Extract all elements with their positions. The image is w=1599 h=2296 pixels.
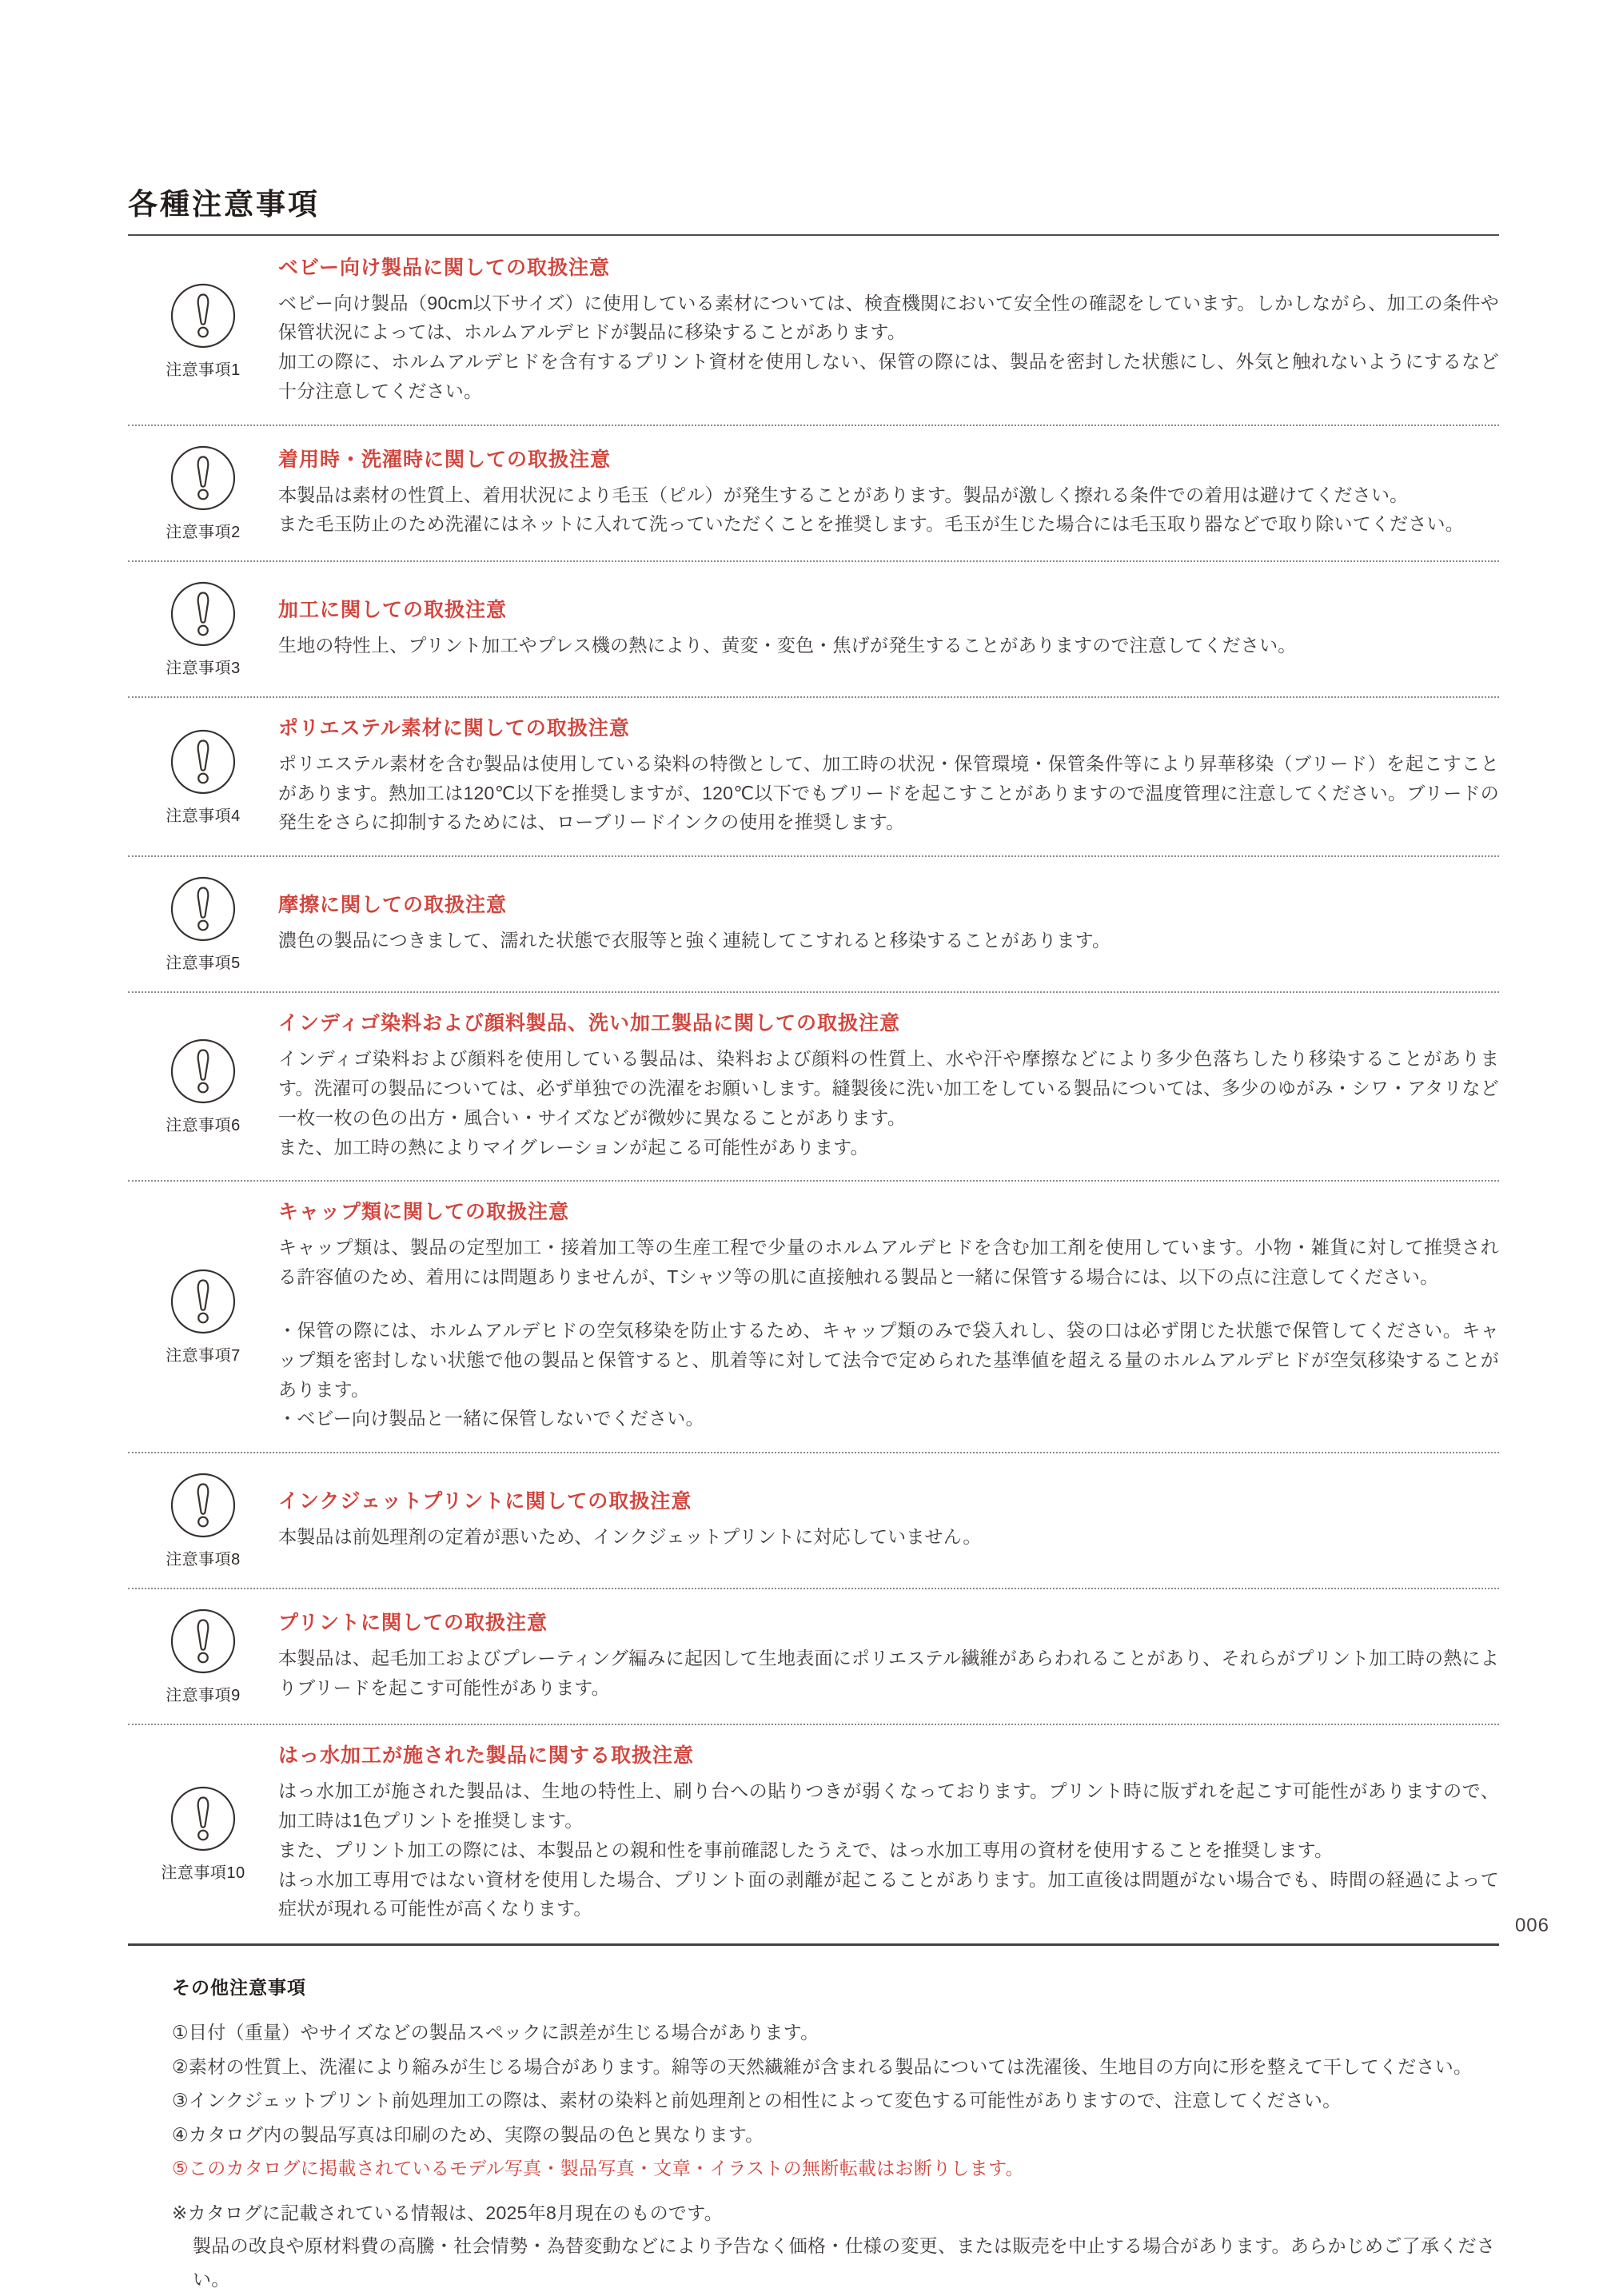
footnote-line: 製品の改良や原材料費の高騰・社会情勢・為替変動などにより予告なく価格・仕様の変更、または販売を中止する場合があります。あらかじめご了承ください。	[193, 2235, 1496, 2290]
notice-content	[278, 716, 1499, 837]
notice-content	[278, 448, 1499, 540]
notice-icon-block	[128, 444, 278, 542]
footnote-line: ※カタログに記載されている情報は、2025年8月現在のものです。	[172, 2202, 723, 2223]
other-note-item: ⑤このカタログに掲載されているモデル写真・製品写真・文章・イラストの無断転載はお断りします。	[172, 2158, 1024, 2179]
warning-exclamation-icon	[169, 282, 237, 349]
other-note-item: ③インクジェットプリント前処理加工の際は、素材の染料と前処理剤との相性によって変色する可能性がありますので、注意してください。	[172, 2090, 1342, 2111]
notice-item	[128, 560, 1499, 696]
notice-heading: 着用時・洗濯時に関しての取扱注意	[278, 448, 612, 471]
notice-item	[128, 425, 1499, 560]
notice-icon-block	[128, 875, 278, 973]
notice-icon-block	[128, 1268, 278, 1365]
notice-item	[128, 1180, 1499, 1452]
notice-heading: 摩擦に関しての取扱注意	[278, 894, 508, 917]
notice-paragraph: また、加工時の熱によりマイグレーションが起こる可能性があります。	[278, 1136, 869, 1158]
notice-number-label: 注意事項6	[165, 1117, 241, 1135]
notice-heading: プリントに関しての取扱注意	[278, 1611, 548, 1634]
notice-content	[278, 256, 1499, 406]
notice-heading: キャップ類に関しての取扱注意	[278, 1201, 570, 1224]
notice-paragraph: また、プリント加工の際には、本製品との親和性を事前確認したうえで、はっ水加工専用の資材を使用することを推奨します。	[278, 1839, 1334, 1860]
notice-paragraph: 本製品は前処理剤の定着が悪いため、インクジェットプリントに対応していません。	[278, 1526, 982, 1548]
notice-body	[278, 926, 1499, 955]
warning-exclamation-icon	[169, 1038, 237, 1105]
other-note-item: ②素材の性質上、洗濯により縮みが生じる場合があります。綿等の天然繊維が含まれる製品については洗濯後、生地目の方向に形を整えて干してください。	[172, 2055, 1473, 2077]
notice-paragraph: はっ水加工が施された製品は、生地の特性上、刷り台への貼りつきが弱くなっております。プリント時に版ずれを起こす可能性がありますので、加工時は1色プリントを推奨します。	[278, 1780, 1499, 1832]
notice-number-label: 注意事項4	[165, 807, 241, 825]
notice-paragraph: また毛玉防止のため洗濯にはネットに入れて洗っていただくことを推奨します。毛玉が生じた場合には毛玉取り器などで取り除いてください。	[278, 513, 1464, 535]
notice-section-list	[128, 237, 1499, 1943]
notice-content	[278, 1489, 1499, 1552]
other-note-item: ④カタログ内の製品写真は印刷のため、実際の製品の色と異なります。	[172, 2123, 764, 2145]
notice-item	[128, 696, 1499, 855]
notice-paragraph: 濃色の製品につきまして、濡れた状態で衣服等と強く連続してこすれると移染することがあります。	[278, 930, 1111, 951]
notice-body	[278, 749, 1499, 837]
notice-content	[278, 893, 1499, 955]
notice-heading: 加工に関しての取扱注意	[278, 598, 508, 621]
notice-body	[278, 1233, 1499, 1433]
notice-body	[278, 289, 1499, 406]
notice-heading: はっ水加工が施された製品に関する取扱注意	[278, 1744, 695, 1768]
notice-item	[128, 1724, 1499, 1942]
notice-content	[278, 1744, 1499, 1923]
notice-paragraph: ポリエステル素材を含む製品は使用している染料の特徴として、加工時の状況・保管環境・保管条件等により昇華移染（ブリード）を起こすことがあります。熱加工は120℃以下を推奨しますが、120℃以下でもブリードを起こすことがありますので温度管理に注意してください。ブリードの発生をさらに抑制するためには、ローブリードインクの使用を推奨します。	[278, 752, 1499, 833]
notice-item	[128, 1588, 1499, 1724]
notice-icon-block	[128, 1038, 278, 1135]
other-notes-heading: その他注意事項	[172, 1977, 306, 1999]
notice-heading: ベビー向け製品に関しての取扱注意	[278, 256, 611, 279]
warning-exclamation-icon	[169, 728, 237, 795]
notice-paragraph: 加工の際に、ホルムアルデヒドを含有するプリント資材を使用しない、保管の際には、製品を密封した状態にし、外気と触れないようにするなど十分注意してください。	[278, 351, 1499, 402]
notice-icon-block	[128, 728, 278, 826]
notice-body	[278, 631, 1499, 660]
notice-number-label: 注意事項8	[165, 1551, 241, 1569]
notice-paragraph: ・保管の際には、ホルムアルデヒドの空気移染を防止するため、キャップ類のみで袋入れし、袋の口は必ず閉じた状態で保管してください。キャップ類を密封しない状態で他の製品と保管すると、肌着等に対して法令で定められた基準値を超える量のホルムアルデヒドが空気移染することがあります。	[278, 1320, 1499, 1400]
notice-paragraph: 本製品は、起毛加工およびプレーティング編みに起因して生地表面にポリエステル繊維があらわれることがあり、それらがプリント加工時の熱によりブリードを起こす可能性があります。	[278, 1647, 1499, 1698]
other-notes-list	[172, 2015, 1499, 2186]
notice-item	[128, 237, 1499, 425]
notice-paragraph: キャップ類は、製品の定型加工・接着加工等の生産工程で少量のホルムアルデヒドを含む加工剤を使用しています。小物・雑貨に対して推奨される許容値のため、着用には問題ありませんが、Tシャツ等の肌に直接触れる製品と一緒に保管する場合には、以下の点に注意してください。	[278, 1237, 1499, 1288]
warning-exclamation-icon	[169, 444, 237, 512]
warning-exclamation-icon	[169, 1785, 237, 1852]
notice-icon-block	[128, 580, 278, 678]
warning-exclamation-icon	[169, 1268, 237, 1335]
notice-number-label: 注意事項9	[165, 1687, 241, 1705]
footnotes	[172, 2197, 1499, 2296]
other-note-item: ①目付（重量）やサイズなどの製品スペックに誤差が生じる場合があります。	[172, 2022, 819, 2043]
notice-number-label: 注意事項5	[165, 955, 241, 973]
notice-heading: インディゴ染料および顔料製品、洗い加工製品に関しての取扱注意	[278, 1012, 901, 1035]
notice-number-label: 注意事項1	[165, 361, 241, 379]
page-header	[128, 189, 1499, 236]
notice-number-label: 注意事項3	[165, 659, 241, 677]
notice-item	[128, 991, 1499, 1180]
notice-paragraph: インディゴ染料および顔料を使用している製品は、染料および顔料の性質上、水や汗や摩擦などにより多少色落ちしたり移染することがあります。洗濯可の製品については、必ず単独での洗濯をお願いします。縫製後に洗い加工をしている製品については、多少のゆがみ・シワ・アタリなど一枚一枚の色の出方・風合い・サイズなどが微妙に異なることがあります。	[278, 1048, 1499, 1128]
warning-exclamation-icon	[169, 875, 237, 943]
notice-content	[278, 598, 1499, 660]
notice-paragraph: ベビー向け製品（90cm以下サイズ）に使用している素材については、検査機関において安全性の確認をしています。しかしながら、加工の条件や保管状況によっては、ホルムアルデヒドが製品に移染することがあります。	[278, 292, 1499, 343]
notice-content	[278, 1611, 1499, 1703]
warning-exclamation-icon	[169, 580, 237, 648]
notice-paragraph: はっ水加工専用ではない資材を使用した場合、プリント面の剥離が起こることがあります。加工直後は問題がない場合でも、時間の経過によって症状が現れる可能性が高くなります。	[278, 1868, 1499, 1919]
notice-icon-block	[128, 282, 278, 380]
notice-icon-block	[128, 1785, 278, 1883]
notice-body	[278, 1044, 1499, 1162]
notice-icon-block	[128, 1472, 278, 1569]
notice-number-label: 注意事項2	[165, 523, 241, 541]
notice-body	[278, 1776, 1499, 1923]
notice-body	[278, 480, 1499, 540]
notice-paragraph: ・ベビー向け製品と一緒に保管しないでください。	[278, 1408, 704, 1429]
notice-heading: ポリエステル素材に関しての取扱注意	[278, 716, 630, 739]
notice-item	[128, 855, 1499, 991]
warning-exclamation-icon	[169, 1472, 237, 1539]
notice-content	[278, 1200, 1499, 1433]
warning-exclamation-icon	[169, 1608, 237, 1675]
notice-paragraph: 本製品は素材の性質上、着用状況により毛玉（ピル）が発生することがあります。製品が激しく擦れる条件での着用は避けてください。	[278, 484, 1409, 505]
notice-paragraph: 生地の特性上、プリント加工やプレス機の熱により、黄変・変色・焦げが発生することがありますので注意してください。	[278, 634, 1297, 656]
notice-number-label: 注意事項7	[165, 1347, 241, 1365]
notice-item	[128, 1452, 1499, 1588]
page-title: 各種注意事項	[128, 188, 320, 221]
notice-heading: インクジェットプリントに関しての取扱注意	[278, 1490, 692, 1513]
notice-number-label: 注意事項10	[161, 1864, 245, 1882]
notice-icon-block	[128, 1608, 278, 1705]
other-notes-section	[128, 1946, 1499, 2296]
page-number: 006	[1514, 1915, 1549, 1936]
notice-body	[278, 1522, 1499, 1552]
notice-content	[278, 1011, 1499, 1162]
notice-body	[278, 1644, 1499, 1703]
